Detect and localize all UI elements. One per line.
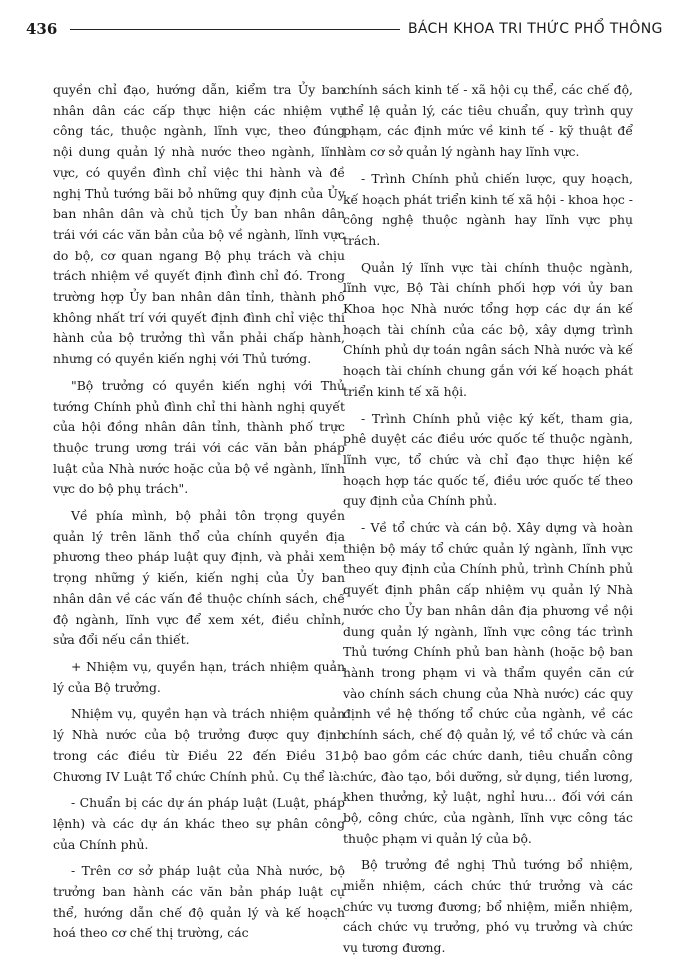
paragraph: Về phía mình, bộ phải tôn trọng quyền quản lý trên lãnh thổ của chính quyền địa phương theo pháp luật quy định, và phải xem trọng những ý kiến, kiến nghị của Ủy ban nhân dân về các vấn đề thuộc chính sách, chế độ ngành, lĩnh vực để xem xét, điều chỉnh, sửa đổi nếu cần thiết.	[53, 508, 345, 648]
right-column	[343, 80, 633, 959]
paragraph: "Bộ trưởng có quyền kiến nghị với Thủ tướng Chính phủ đình chỉ thi hành nghị quyết của hội đồng nhân dân tỉnh, thành phố trực thuộc trung ương trái với các văn bản pháp luật của Nhà nước hoặc của bộ về ngành, lĩnh vực do bộ phụ trách".	[53, 377, 345, 497]
paragraph: chính sách kinh tế - xã hội cụ thể, các chế độ, thể lệ quản lý, các tiêu chuẩn, quy trình quy phạm, các định mức về kinh tế - kỹ thuật để làm cơ sở quản lý ngành hay lĩnh vực.	[343, 82, 633, 160]
paragraph: + Nhiệm vụ, quyền hạn, trách nhiệm quản lý của Bộ trưởng.	[53, 658, 345, 695]
paragraph: quyền chỉ đạo, hướng dẫn, kiểm tra Ủy ban nhân dân các cấp thực hiện các nhiệm vụ công tác, thuộc ngành, lĩnh vực, theo đúng nội dung quản lý nhà nước theo ngành, lĩnh vực, có quyền đình chỉ việc thi hành và đề nghị Thủ tướng bãi bỏ những quy định của Ủy ban nhân dân và chủ tịch Ủy ban nhân dân trái với các văn bản của bộ về ngành, lĩnh vực do bộ, cơ quan ngang Bộ phụ trách và chịu trách nhiệm về quyết định đình chỉ đó. Trong trường hợp Ủy ban nhân dân tỉnh, thành phố không nhất trí với quyết định đình chỉ việc thi hành của bộ trưởng thì vẫn phải chấp hành, nhưng có quyền kiến nghị với Thủ tướng.	[53, 82, 345, 367]
header-rule	[70, 29, 400, 30]
paragraph: Bộ trưởng đề nghị Thủ tướng bổ nhiệm, miễn nhiệm, cách chức thứ trưởng và các chức vụ tương đương; bổ nhiệm, miễn nhiệm, cách chức vụ trưởng, phó vụ trưởng và chức vụ tương đương.	[343, 857, 633, 956]
paragraph: - Trình Chính phủ chiến lược, quy hoạch, kế hoạch phát triển kinh tế xã hội - khoa học - công nghệ thuộc ngành hay lĩnh vực phụ trách.	[343, 170, 633, 248]
paragraph: - Chuẩn bị các dự án pháp luật (Luật, pháp lệnh) và các dự án khác theo sự phân công của Chính phủ.	[53, 795, 345, 852]
page-number: 436	[26, 20, 58, 38]
paragraph: Nhiệm vụ, quyền hạn và trách nhiệm quản lý Nhà nước của bộ trưởng được quy định trong các điều từ Điều 22 đến Điều 31, Chương IV Luật Tổ chức Chính phủ. Cụ thể là:	[53, 706, 345, 784]
running-title: BÁCH KHOA TRI THỨC PHỔ THÔNG	[408, 21, 663, 37]
paragraph: - Trên cơ sở pháp luật của Nhà nước, bộ trưởng ban hành các văn bản pháp luật cụ thể, hướng dẫn chế độ quản lý và kế hoạch hoá theo cơ chế thị trường, các	[53, 863, 345, 941]
paragraph: - Trình Chính phủ việc ký kết, tham gia, phê duyệt các điều ước quốc tế thuộc ngành, lĩnh vực, tổ chức và chỉ đạo thực hiện kế hoạch hợp tác quốc tế, điều ước quốc tế theo quy định của Chính phủ.	[343, 410, 633, 509]
left-column	[53, 80, 345, 944]
paragraph: Quản lý lĩnh vực tài chính thuộc ngành, lĩnh vực, Bộ Tài chính phối hợp với ủy ban Khoa học Nhà nước tổng hợp các dự án kế hoạch tài chính của các bộ, xây dựng trình Chính phủ dự toán ngân sách Nhà nước và kế hoạch tài chính chung gắn với kế hoạch phát triển kinh tế xã hội.	[343, 259, 633, 399]
paragraph: - Về tổ chức và cán bộ. Xây dựng và hoàn thiện bộ máy tổ chức quản lý ngành, lĩnh vực theo quy định của Chính phủ, trình Chính phủ quyết định phân cấp nhiệm vụ quản lý Nhà nước cho Ủy ban nhân dân địa phương về nội dung quản lý ngành, lĩnh vực công tác trình Thủ tướng Chính phủ ban hành (hoặc bộ ban hành trong phạm vi và thẩm quyền căn cứ vào chính sách chung của Nhà nước) các quy định về hệ thống tổ chức của ngành, về các chính sách, chế độ quản lý, về tổ chức và cán bộ bao gồm các chức danh, tiêu chuẩn công chức, đào tạo, bồi dưỡng, sử dụng, tiền lương, khen thưởng, kỷ luật, nghỉ hưu... đối với cán bộ, công chức, của ngành, lĩnh vực công tác thuộc phạm vi quản lý của bộ.	[343, 520, 633, 846]
